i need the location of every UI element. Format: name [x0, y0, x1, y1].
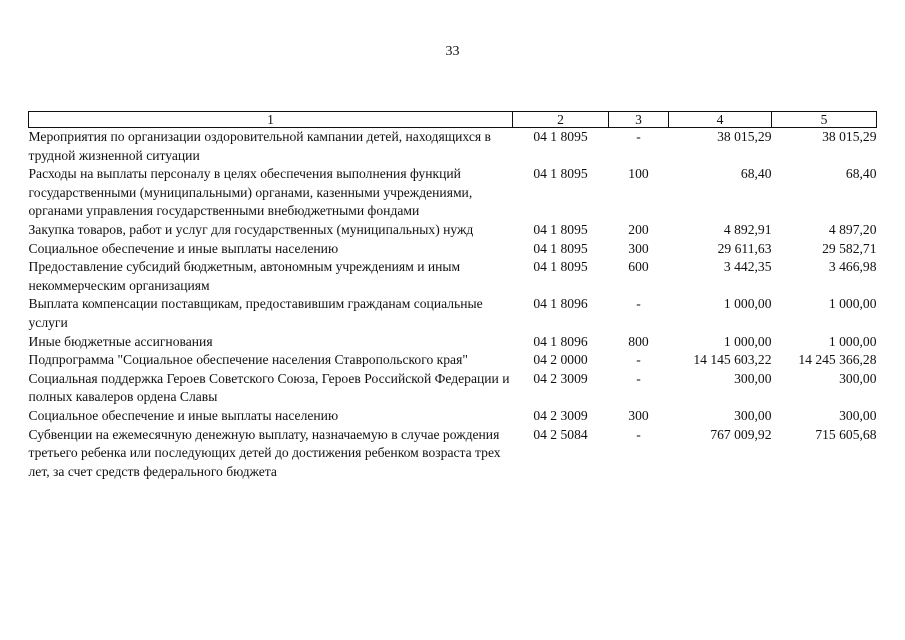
row-name: Социальная поддержка Героев Советского Союза, Героев Российской Федерации и полных кавалеров ордена Славы: [28, 370, 510, 405]
row-type: -: [636, 370, 641, 386]
row-code: 04 2 3009: [533, 370, 588, 386]
row-sum-col4: 1 000,00: [723, 296, 772, 312]
row-type: -: [636, 426, 641, 442]
row-type: -: [636, 129, 641, 144]
row-name: Субвенции на ежемесячную денежную выплату, назначаемую в случае рождения третьего ребенка или последующих детей до достижения ребенком возраста трех лет, за счет средств федерального бюджета: [28, 426, 501, 479]
table-row: [29, 407, 877, 426]
row-sum-col5: 4 897,20: [828, 221, 877, 237]
row-code: 04 1 8096: [533, 296, 588, 312]
row-name: Предоставление субсидий бюджетным, автономным учреждениям и иным некоммерческим организациям: [28, 259, 461, 293]
table-row: [29, 240, 877, 259]
row-sum-col4: 300,00: [734, 407, 772, 423]
row-code: 04 1 8095: [533, 129, 588, 144]
row-sum-col5: 68,40: [845, 166, 877, 182]
col-header-2: 2: [513, 112, 609, 128]
table-row: [29, 370, 877, 407]
col-header-1: 1: [29, 112, 513, 128]
table-row: [29, 295, 877, 332]
row-name: Расходы на выплаты персоналу в целях обеспечения выполнения функций государственными (муниципальными) органами, казенными учреждениями, органами управления государственными внебюджетными фондами: [28, 166, 473, 219]
row-code: 04 2 3009: [533, 407, 588, 423]
budget-table: [28, 111, 877, 481]
row-code: 04 1 8095: [533, 221, 588, 237]
row-sum-col4: 29 611,63: [717, 240, 772, 256]
row-sum-col5: 38 015,29: [822, 129, 877, 144]
col-header-3: 3: [609, 112, 669, 128]
table-row: [29, 165, 877, 221]
row-sum-col5: 14 245 366,28: [798, 352, 877, 368]
col-header-4: 4: [669, 112, 772, 128]
row-sum-col4: 300,00: [734, 370, 772, 386]
row-code: 04 2 0000: [533, 352, 588, 368]
row-sum-col4: 3 442,35: [723, 259, 772, 275]
table-row: [29, 426, 877, 482]
table-row: [29, 333, 877, 352]
row-sum-col5: 29 582,71: [822, 240, 877, 256]
table-row: [29, 221, 877, 240]
row-type: 200: [628, 221, 649, 237]
row-sum-col4: 14 145 603,22: [693, 352, 772, 368]
row-sum-col5: 715 605,68: [815, 426, 877, 442]
page-number: 33: [445, 44, 460, 59]
row-name: Закупка товаров, работ и услуг для государственных (муниципальных) нужд: [28, 221, 474, 237]
row-type: 100: [628, 166, 649, 182]
row-name: Выплата компенсации поставщикам, предоставившим гражданам социальные услуги: [28, 296, 483, 330]
row-sum-col5: 1 000,00: [828, 333, 877, 349]
table-row: [29, 351, 877, 370]
row-code: 04 1 8095: [533, 240, 588, 256]
header-row: [29, 112, 877, 128]
row-type: 800: [628, 333, 649, 349]
row-name: Иные бюджетные ассигнования: [28, 333, 213, 349]
row-type: 300: [628, 240, 649, 256]
row-code: 04 1 8095: [533, 259, 588, 275]
row-sum-col4: 68,40: [740, 166, 772, 182]
row-sum-col5: 3 466,98: [828, 259, 877, 275]
table-row: [29, 258, 877, 295]
row-sum-col4: 38 015,29: [717, 129, 772, 144]
row-type: -: [636, 296, 641, 312]
row-code: 04 1 8096: [533, 333, 588, 349]
row-type: 300: [628, 407, 649, 423]
col-header-5: 5: [772, 112, 877, 128]
row-sum-col5: 300,00: [839, 407, 877, 423]
row-type: -: [636, 352, 641, 368]
row-sum-col4: 4 892,91: [723, 221, 772, 237]
row-sum-col4: 767 009,92: [710, 426, 772, 442]
row-sum-col5: 1 000,00: [828, 296, 877, 312]
row-sum-col4: 1 000,00: [723, 333, 772, 349]
row-name: Социальное обеспечение и иные выплаты населению: [28, 240, 339, 256]
row-name: Социальное обеспечение и иные выплаты населению: [28, 407, 339, 423]
row-name: Мероприятия по организации оздоровительной кампании детей, находящихся в трудной жизненной ситуации: [28, 129, 491, 163]
row-code: 04 2 5084: [533, 426, 588, 442]
row-code: 04 1 8095: [533, 166, 588, 182]
table-row: [29, 128, 877, 166]
row-sum-col5: 300,00: [839, 370, 877, 386]
row-type: 600: [628, 259, 649, 275]
row-name: Подпрограмма "Социальное обеспечение населения Ставропольского края": [28, 352, 468, 368]
